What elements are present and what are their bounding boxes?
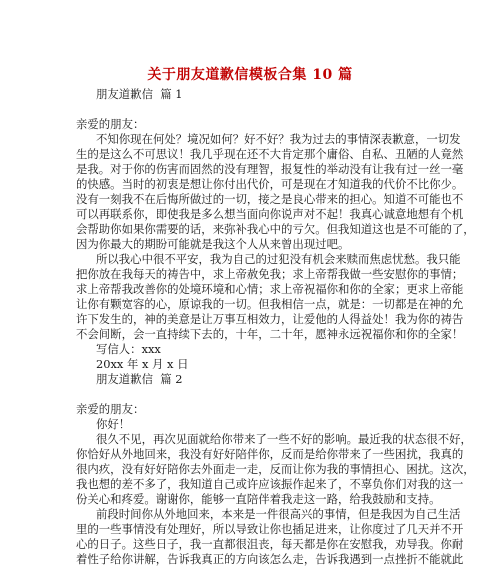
paragraph-line: 不知你现在何处？境况如何？好不好？我为过去的事情深表歉意，一切发 — [96, 132, 461, 146]
paragraph-line: 因为你最大的期盼可能就是我这个人从来曾出现过吧。 — [76, 237, 350, 251]
paragraph-line: 许下发生的，神的美意是让万事互相效力，让爱他的人得益处！我为你的祷告 — [76, 312, 464, 326]
paragraph-line: 会帮助你如果你需要的话，来弥补我心中的亏欠。但我知道这也是不可能的了， — [76, 222, 475, 236]
paragraph-line: 亲爱的朋友： — [76, 402, 145, 416]
paragraph-line: 前段时间你从外地回来，本来是一件很高兴的事情，但是我因为自己生活 — [96, 507, 461, 521]
paragraph-line: 很久不见，再次见面就给你带来了一些不好的影响。最近我的状态很不好， — [96, 432, 472, 446]
paragraph-line: 你恰好从外地回来，我没有好好陪伴你，反而是给你带来了一些困扰，我真的 — [76, 447, 464, 461]
paragraph-line: 不会间断，会一直持续下去的，十年，二十年，愿神永远祝福你和你的全家！ — [76, 327, 464, 341]
paragraph-line: 里的一些事情没有处理好，所以导致让你也插足进来，让你度过了几天并不开 — [76, 522, 464, 536]
paragraph-line: 是我。对于你的伤害而固然的没有理智，报复性的举动没有让我有过一丝一毫 — [76, 162, 464, 176]
paragraph-line: 生的是这么不可思议！我几乎现在还不大肯定那个庸俗、自私、丑陋的人竟然 — [76, 147, 464, 161]
paragraph-line: 的快感。当时的初衷是想让你付出代价，可是现在才知道我的代价不比你少。 — [76, 177, 464, 191]
paragraph-line: 没有一刻我不在后悔所做过的一切，接之是良心带来的担心。知道不可能也不 — [76, 192, 464, 206]
paragraph-line: 朋友道歉信 篇 2 — [96, 372, 183, 386]
paragraph-line: 亲爱的朋友： — [76, 117, 145, 131]
paragraph-line: 你好！ — [96, 417, 131, 431]
paragraph-line: 份关心和疼爱。谢谢你，能够一直陪伴着我走这一路，给我鼓励和支持。 — [76, 492, 441, 506]
paragraph-line: 我也想的差不多了，我知道自己或许应该振作起来了，不辜负你们对我的这一 — [76, 477, 464, 491]
document-title: 关于朋友道歉信模板合集 10 篇 — [147, 67, 353, 83]
paragraph-line: 写信人：xxx — [96, 342, 161, 356]
paragraph-line: 心的日子。这些日子，我一直都很沮丧，每天都是你在安慰我，劝导我。你耐 — [76, 537, 464, 551]
paragraph-line: 可以再联系你，即使我是多么想当面向你说声对不起！我真心诚意地想有个机 — [76, 207, 464, 221]
paragraph-line: 很内疚，没有好好陪你去外面走一走，反而让你为我的事情担心、困扰。这次， — [76, 462, 475, 476]
paragraph-line: 所以我心中很不平安，我为自己的过犯没有机会来赎而焦虑忧愁。我只能 — [96, 252, 461, 266]
paragraph-line: 朋友道歉信 篇 1 — [96, 87, 183, 101]
paragraph-line: 把你放在我每天的祷告中，求上帝赦免我；求上帝帮我做一些安慰你的事情； — [76, 267, 464, 281]
paragraph-line: 着性子给你讲解，告诉我真正的方向该怎么走，告诉我遇到一点挫折不能就此 — [76, 552, 464, 566]
paragraph-line: 求上帝帮我改善你的处境环境和心情；求上帝祝福你和你的全家；更求上帝能 — [76, 282, 464, 296]
paragraph-line: 让你有颗宽容的心，原谅我的一切。但我相信一点，就是：一切都是在神的允 — [76, 297, 464, 311]
paragraph-line: 20xx 年 x 月 x 日 — [96, 357, 189, 371]
